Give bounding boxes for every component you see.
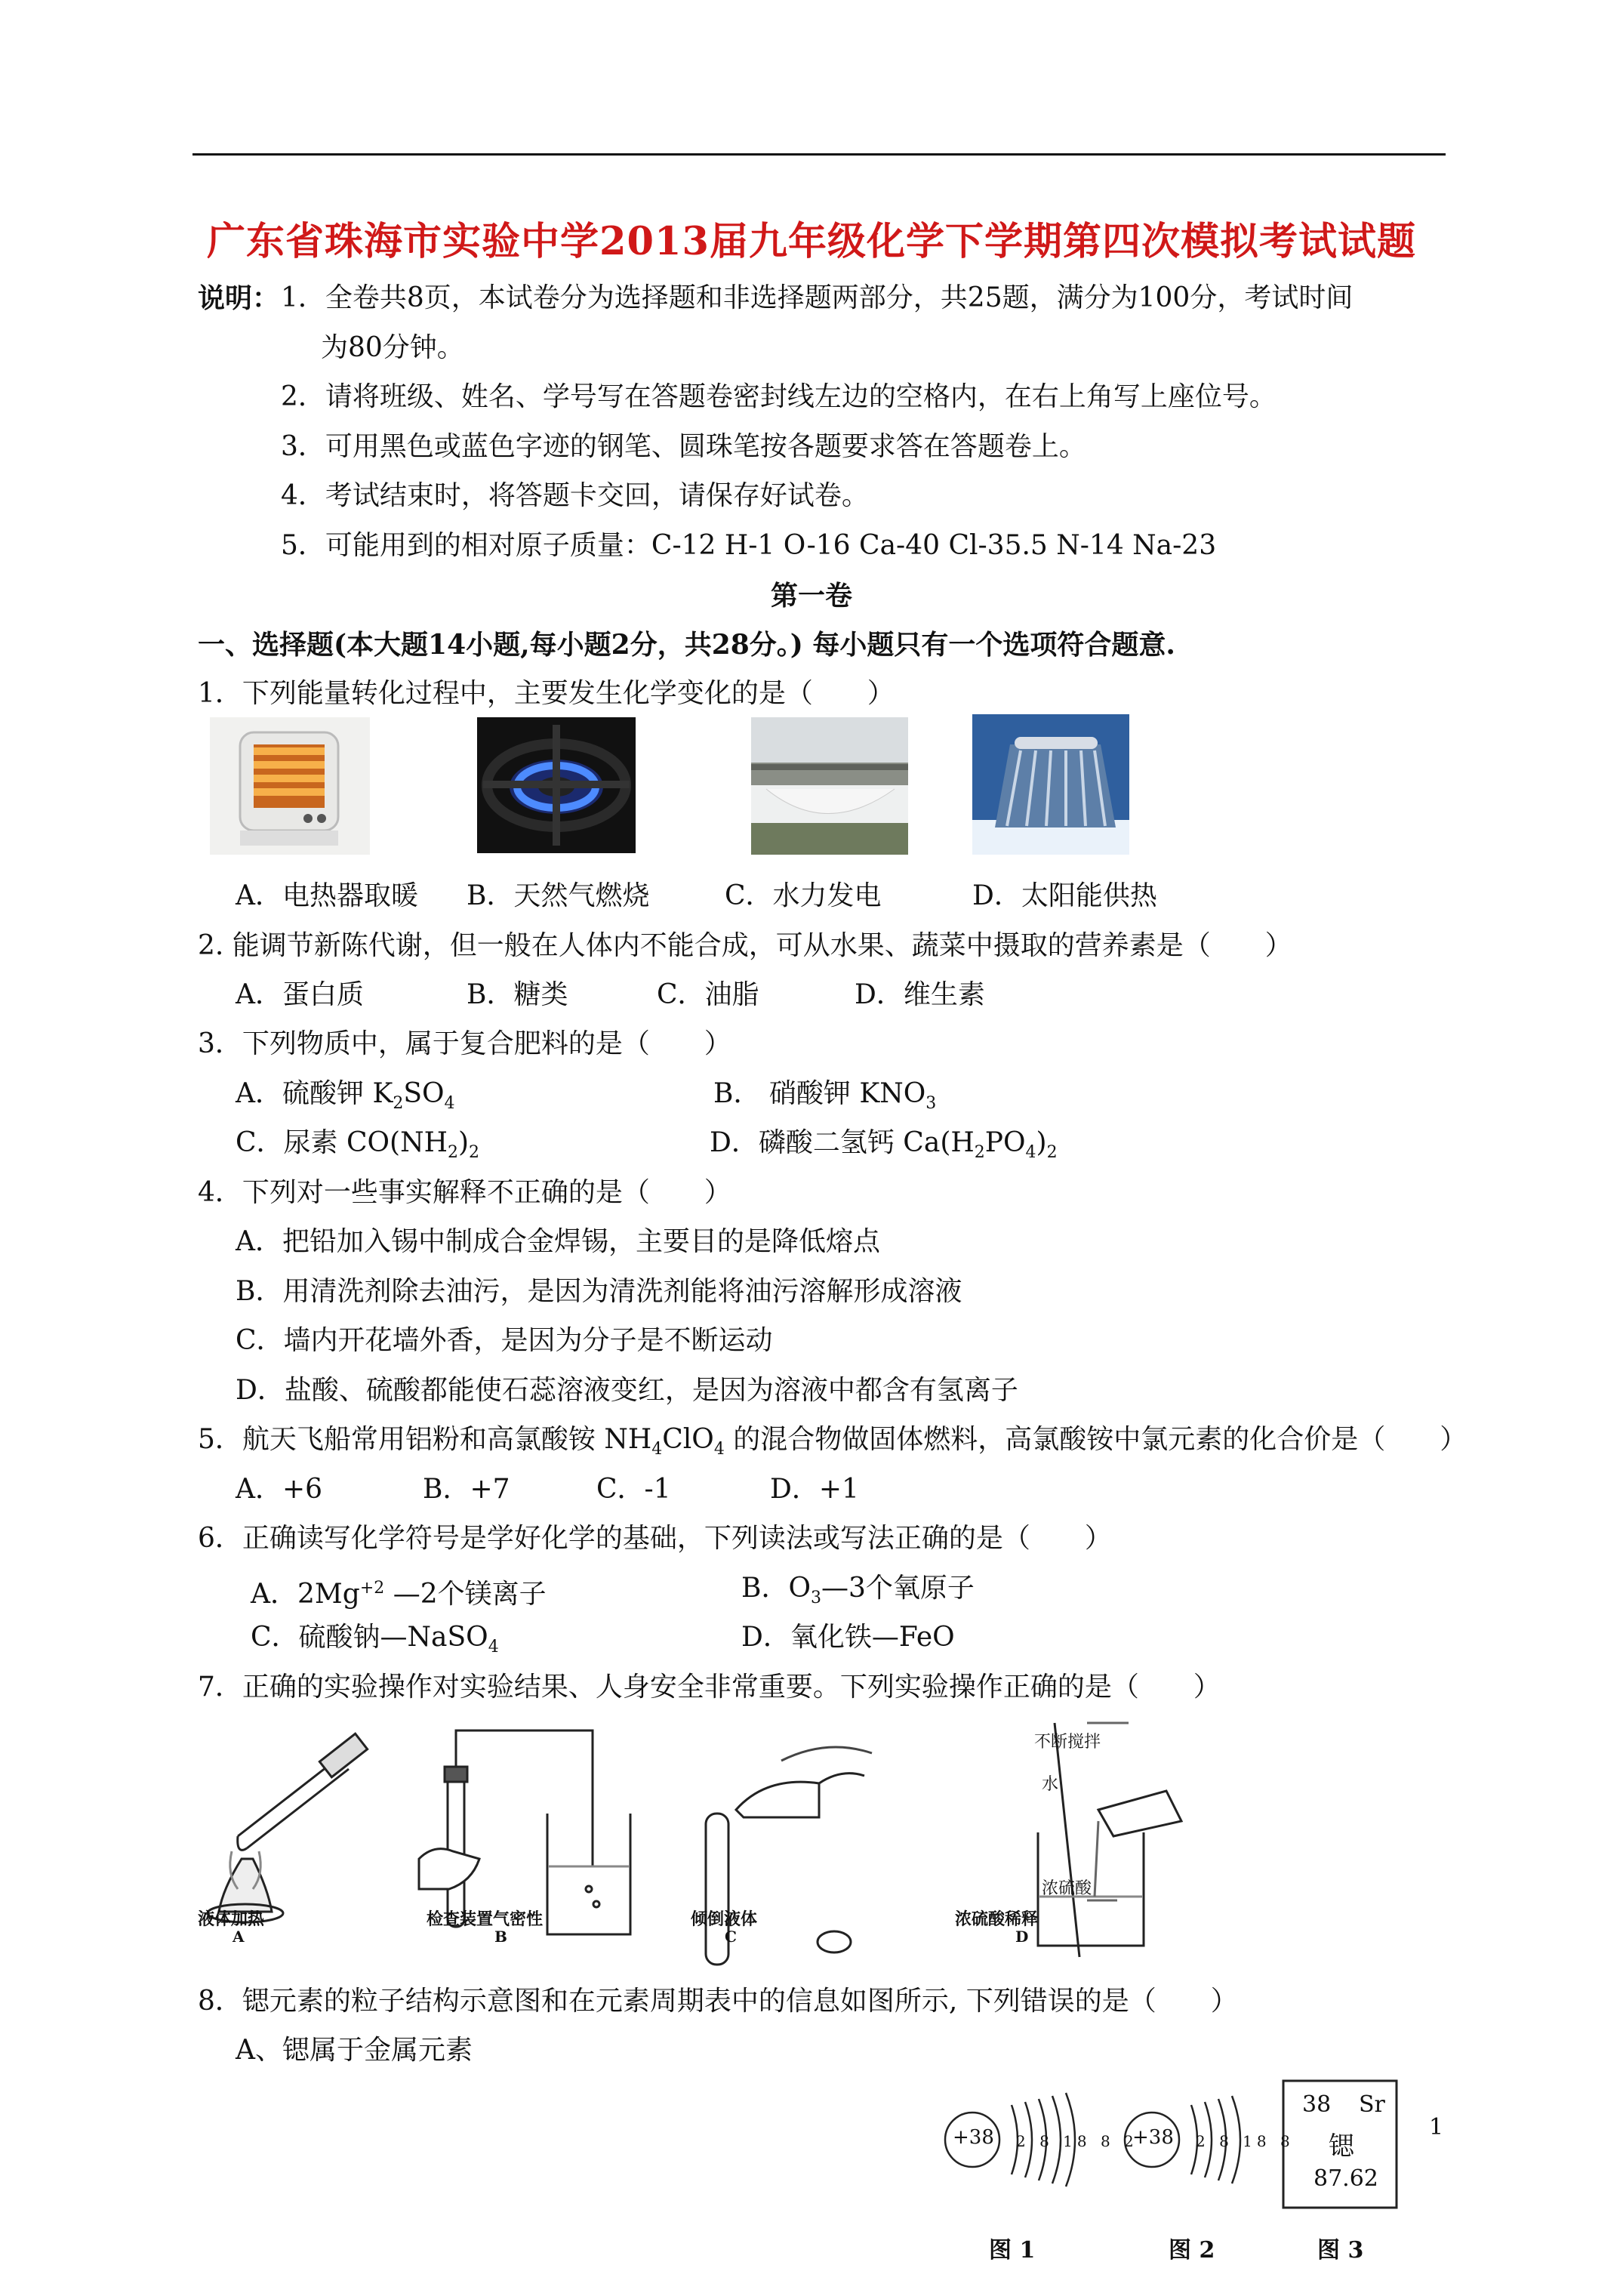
fig1-nucleus: +38 (953, 2126, 994, 2149)
note-2: 2．请将班级、姓名、学号写在答题卷密封线左边的空格内，在右上角写上座位号。 (281, 381, 1277, 412)
q7-letter-b: B (494, 1928, 507, 1946)
element-name: 锶 (1329, 2131, 1354, 2162)
q6-option-d: D．氧化铁—FeO (741, 1622, 955, 1653)
q6-option-c: C．硫酸钠—NaSO$_4$ (251, 1622, 499, 1657)
liquid-heating-diagram (208, 1734, 368, 1922)
q2-option-b: B．糖类 (467, 979, 568, 1010)
note-3: 3．可用黑色或蓝色字迹的钢笔、圆珠笔按各题要求答在答题卷上。 (281, 431, 1086, 462)
section-heading: 一、选择题(本大题14小题,每小题2分，共28分。) 每小题只有一个选项符合题意. (198, 629, 1175, 661)
q5-option-d: D．+1 (770, 1474, 859, 1505)
note-5: 5．可能用到的相对原子质量：C-12 H-1 O-16 Ca-40 Cl-35.5 N-14 Na-23 (281, 530, 1217, 561)
q4-stem: 4．下列对一些事实解释不正确的是（ ） (198, 1177, 731, 1208)
q7-caption-c: 倾倒液体 (691, 1909, 758, 1929)
q1-option-a: A．电热器取暖 (236, 880, 418, 911)
q7-letter-d: D (1015, 1928, 1029, 1946)
page-number: 1 (1429, 2114, 1444, 2140)
q7-label-stir: 不断搅拌 (1034, 1733, 1101, 1752)
q8-option-a: A、锶属于金属元素 (236, 2035, 473, 2066)
fig2-shells: 2 8 18 8 (1196, 2132, 1295, 2150)
q7-letter-a: A (233, 1928, 245, 1946)
q1-option-c: C．水力发电 (725, 880, 882, 911)
q5-option-b: B．+7 (423, 1474, 510, 1505)
note-1b: 为80分钟。 (321, 332, 464, 363)
q5-stem: 5．航天飞船常用铝粉和高氯酸铵 $NH_4ClO_4$ 的混合物做固体燃料，高氯酸铵中氯元素的化合价是（ ） (198, 1424, 1467, 1459)
q2-option-c: C．油脂 (657, 979, 759, 1010)
q2-option-d: D．维生素 (855, 979, 985, 1010)
fig2-nucleus: +38 (1132, 2126, 1174, 2149)
q1-stem: 1．下列能量转化过程中，主要发生化学变化的是（ ） (198, 678, 895, 709)
q6-option-b: B．$O_3—3$个氧原子 (741, 1573, 975, 1608)
element-mass: 87.62 (1313, 2165, 1378, 2192)
note-1a: 1．全卷共8页，本试卷分为选择题和非选择题两部分，共25题，满分为100分，考试时间 (281, 282, 1354, 313)
q2-option-a: A．蛋白质 (236, 979, 364, 1010)
q3-option-b: B． 硝酸钾 $KNO_3$ (713, 1078, 937, 1114)
q7-label-acid: 浓硫酸 (1042, 1879, 1092, 1898)
q4-option-a: A．把铅加入锡中制成合金焊锡，主要目的是降低熔点 (236, 1226, 880, 1257)
q3-option-a: A．硫酸钾 $K_2SO_4$ (236, 1078, 455, 1114)
hydropower-image (751, 717, 908, 855)
page-title: 广东省珠海市实验中学2013届九年级化学下学期第四次模拟考试试题 (207, 219, 1416, 264)
fig3-caption: 图 3 (1317, 2237, 1364, 2264)
fig1-shells: 2 8 18 8 2 (1016, 2132, 1138, 2150)
q7-caption-b: 检查装置气密性 (427, 1909, 544, 1929)
q5-option-c: C．-1 (596, 1474, 671, 1505)
q7-caption-a: 液体加热 (198, 1909, 265, 1929)
q3-stem: 3．下列物质中，属于复合肥料的是（ ） (198, 1028, 731, 1059)
q7-caption-d: 浓硫酸稀释 (955, 1909, 1039, 1929)
element-number: 38 (1302, 2091, 1332, 2118)
acid-dilution-diagram (1038, 1723, 1181, 1957)
q1-option-b: B．天然气燃烧 (467, 880, 650, 911)
element-symbol: Sr (1359, 2091, 1385, 2118)
q2-stem: 2. 能调节新陈代谢，但一般在人体内不能合成，可从水果、蔬菜中摄取的营养素是（ ） (198, 930, 1292, 961)
q7-stem: 7．正确的实验操作对实验结果、人身安全非常重要。下列实验操作正确的是（ ） (198, 1672, 1221, 1703)
airtightness-diagram (419, 1730, 630, 1934)
q7-label-water: 水 (1042, 1775, 1059, 1794)
header-rule (192, 153, 1446, 156)
gas-burner-image (477, 717, 636, 853)
q3-option-d: D．磷酸二氢钙 $Ca(H_2PO_4)_2$ (710, 1127, 1058, 1163)
q4-option-b: B．用清洗剂除去油污，是因为清洗剂能将油污溶解形成溶液 (236, 1276, 962, 1307)
q7-letter-c: C (725, 1928, 737, 1946)
lab-operations-figure (192, 1715, 1189, 1972)
note-4: 4．考试结束时，将答题卡交回，请保存好试卷。 (281, 480, 869, 511)
solar-heater-image (972, 714, 1129, 855)
q3-option-c: C．尿素 $CO(NH_2)_2$ (236, 1127, 480, 1163)
fig2-caption: 图 2 (1169, 2237, 1215, 2264)
q6-option-a: A．$2Mg^{+2}$ —2个镁离子 (251, 1579, 547, 1610)
q4-option-c: C．墙内开花墙外香，是因为分子是不断运动 (236, 1325, 773, 1356)
heater-image (210, 717, 370, 855)
q1-option-d: D．太阳能供热 (972, 880, 1157, 911)
q4-option-d: D．盐酸、硫酸都能使石蕊溶液变红，是因为溶液中都含有氢离子 (236, 1375, 1018, 1406)
fig1-caption: 图 1 (989, 2237, 1036, 2264)
notes-label: 说明： (198, 282, 280, 314)
volume-title: 第一卷 (770, 580, 852, 612)
q6-stem: 6．正确读写化学符号是学好化学的基础，下列读法或写法正确的是（ ） (198, 1523, 1112, 1554)
q8-stem: 8．锶元素的粒子结构示意图和在元素周期表中的信息如图所示, 下列错误的是（ ） (198, 1986, 1238, 2017)
q5-option-a: A．+6 (236, 1474, 323, 1505)
